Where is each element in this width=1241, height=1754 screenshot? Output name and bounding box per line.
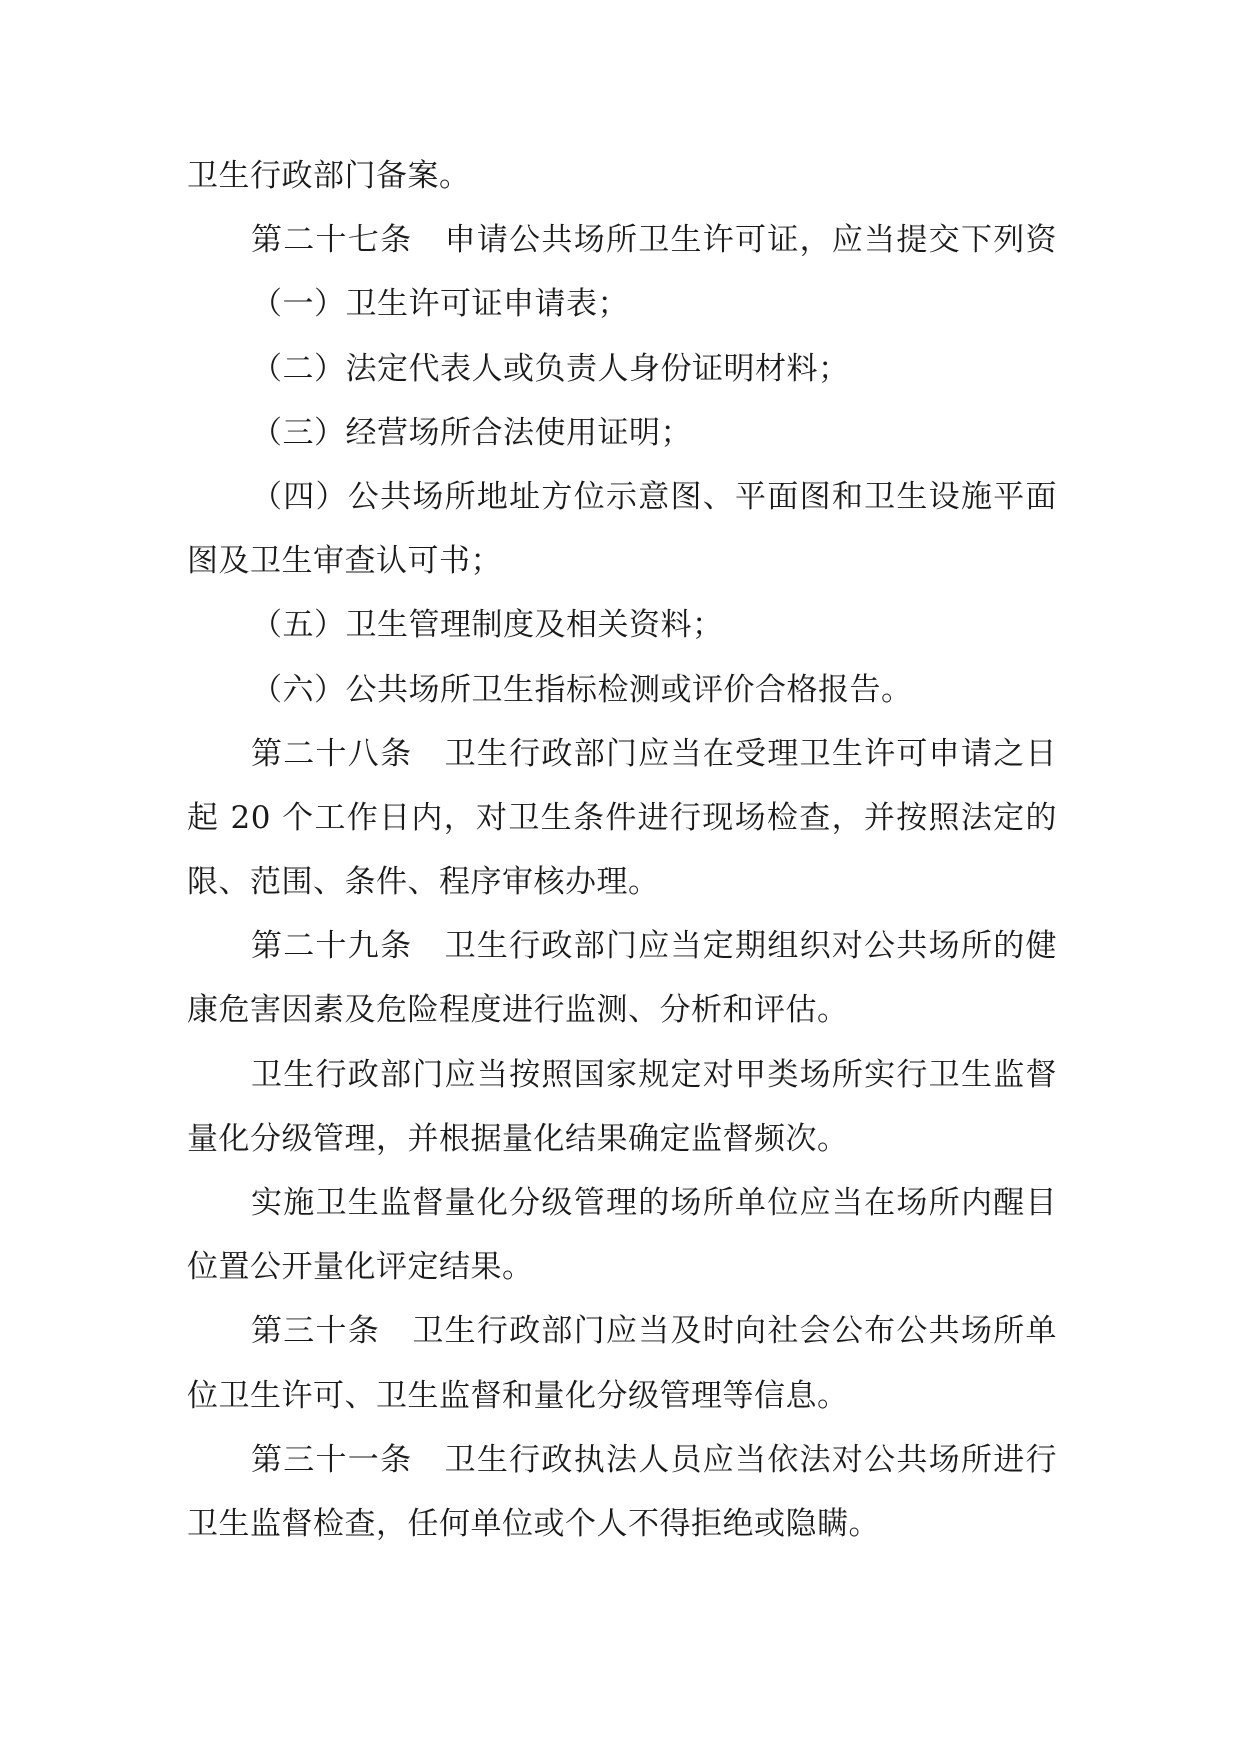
text-line: （四）公共场所地址方位示意图、平面图和卫生设施平面 bbox=[251, 478, 1057, 515]
body-text bbox=[187, 144, 1057, 1556]
text-line: （三）经营场所合法使用证明； bbox=[251, 414, 692, 451]
text-line: 位卫生许可、卫生监督和量化分级管理等信息。 bbox=[187, 1377, 849, 1414]
text-line: （五）卫生管理制度及相关资料； bbox=[251, 607, 724, 644]
text-line: 实施卫生监督量化分级管理的场所单位应当在场所内醒目 bbox=[251, 1185, 1057, 1221]
text-line: 限、范围、条件、程序审核办理。 bbox=[187, 864, 660, 901]
text-line: （六）公共场所卫生指标检测或评价合格报告。 bbox=[251, 671, 913, 708]
text-line: 第三十一条 卫生行政执法人员应当依法对公共场所进行 bbox=[251, 1441, 1057, 1478]
text-line: 康危害因素及危险程度进行监测、分析和评估。 bbox=[187, 992, 849, 1029]
text-line: 第二十七条 申请公共场所卫生许可证，应当提交下列资 bbox=[251, 222, 1057, 259]
text-line: 第二十九条 卫生行政部门应当定期组织对公共场所的健 bbox=[251, 928, 1057, 965]
text-line: 卫生行政部门备案。 bbox=[187, 158, 471, 194]
text-line: 卫生监督检查，任何单位或个人不得拒绝或隐瞒。 bbox=[187, 1505, 880, 1542]
text-line: （二）法定代表人或负责人身份证明材料； bbox=[251, 350, 850, 387]
text-line: 图及卫生审查认可书； bbox=[187, 543, 502, 580]
text-line: 量化分级管理，并根据量化结果确定监督频次。 bbox=[187, 1120, 849, 1157]
text-line: 第三十条 卫生行政部门应当及时向社会公布公共场所单 bbox=[251, 1313, 1057, 1350]
text-line: （一）卫生许可证申请表； bbox=[251, 286, 629, 323]
text-line: 起 20 个工作日内，对卫生条件进行现场检查，并按照法定的 bbox=[187, 799, 1057, 836]
text-line: 位置公开量化评定结果。 bbox=[187, 1249, 534, 1286]
text-line: 第二十八条 卫生行政部门应当在受理卫生许可申请之日 bbox=[251, 735, 1057, 772]
text-line: 卫生行政部门应当按照国家规定对甲类场所实行卫生监督 bbox=[251, 1056, 1057, 1093]
